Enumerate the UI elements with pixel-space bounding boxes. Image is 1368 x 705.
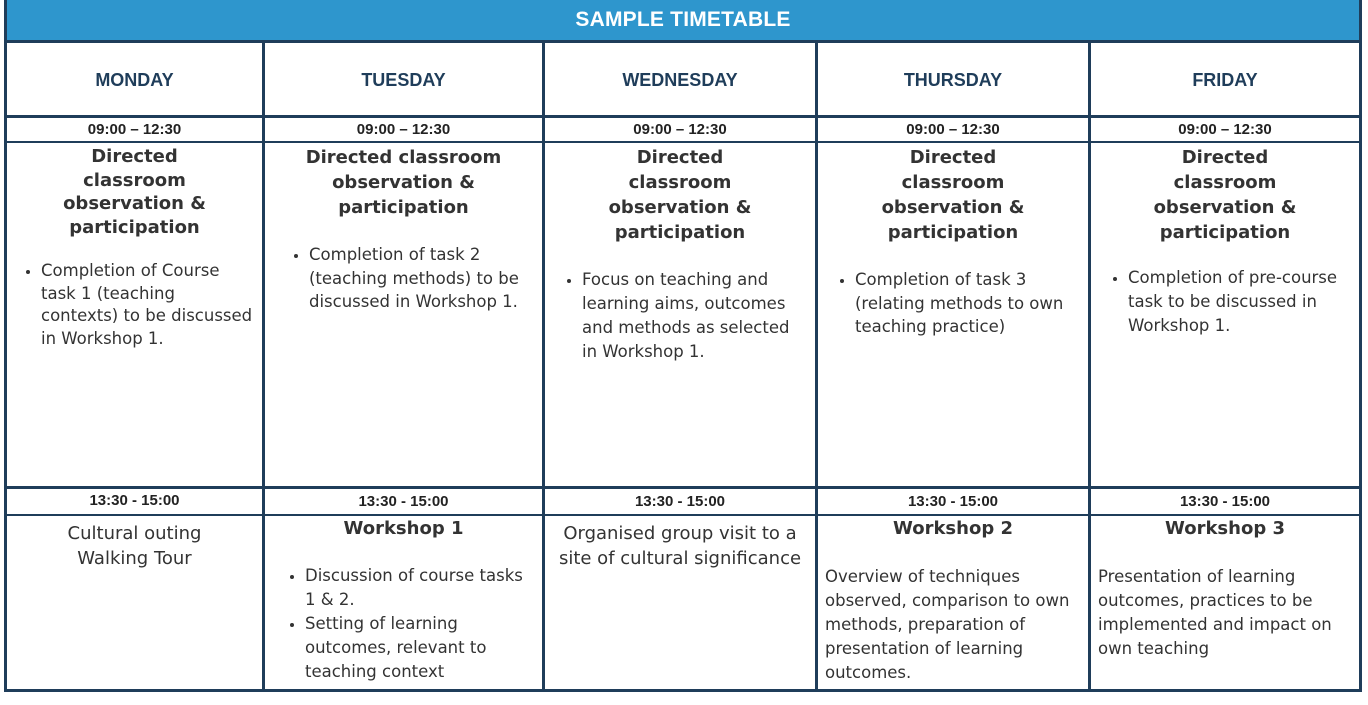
session-bullet: • Completion of pre-course task to be discussed in Workshop 1. xyxy=(1128,266,1351,338)
time-label: 09:00 – 12:30 xyxy=(906,121,1000,138)
afternoon-time-monday xyxy=(7,489,262,511)
morning-cell-wednesday xyxy=(545,145,815,485)
day-header-wednesday xyxy=(545,46,815,115)
session-heading: Workshop 3 xyxy=(1165,518,1285,539)
time-label: 13:30 - 15:00 xyxy=(1179,493,1271,510)
time-label: 13:30 - 15:00 xyxy=(358,493,449,510)
session-heading: Workshop 1 xyxy=(343,518,464,539)
afternoon-time-friday xyxy=(1091,489,1359,514)
morning-cell-thursday xyxy=(818,145,1088,485)
session-bullet: • Completion of task 3 (relating methods to own teaching practice) xyxy=(855,268,1080,339)
day-name: FRIDAY xyxy=(1192,70,1258,90)
afternoon-cell-monday xyxy=(7,521,262,686)
afternoon-cell-wednesday xyxy=(545,521,815,686)
time-label: 13:30 - 15:00 xyxy=(907,493,999,510)
time-label: 09:00 – 12:30 xyxy=(87,121,182,138)
day-name: WEDNESDAY xyxy=(622,70,738,90)
afternoon-time-wednesday xyxy=(545,489,815,514)
session-bullet: • Completion of Course task 1 (teaching contexts) to be discussed in Workshop 1. xyxy=(41,260,256,350)
afternoon-text: Cultural outing Walking Tour xyxy=(67,523,202,569)
session-heading: Directed classroom observation & participation xyxy=(305,147,502,218)
afternoon-time-tuesday xyxy=(265,489,542,514)
session-bullet: • Completion of task 2 (teaching methods) to be discussed in Workshop 1. xyxy=(309,243,534,314)
morning-time-thursday xyxy=(818,118,1088,141)
session-bullet: • Focus on teaching and learning aims, outcomes and methods as selected in Workshop 1. xyxy=(582,268,807,364)
afternoon-cell-tuesday xyxy=(265,516,542,688)
session-bullet: • Discussion of course tasks 1 & 2. xyxy=(305,564,532,612)
day-header-monday xyxy=(7,46,262,115)
time-label: 13:30 - 15:00 xyxy=(634,493,726,510)
day-header-tuesday xyxy=(265,46,542,115)
morning-time-monday xyxy=(7,118,262,141)
morning-cell-friday xyxy=(1091,145,1359,485)
afternoon-text: Presentation of learning outcomes, practices to be implemented and impact on own teaching xyxy=(1098,567,1332,658)
afternoon-text: Organised group visit to a site of cultural significance xyxy=(558,523,802,569)
day-name: TUESDAY xyxy=(361,70,446,90)
time-label: 09:00 – 12:30 xyxy=(633,121,727,138)
day-name: MONDAY xyxy=(95,70,174,90)
morning-cell-monday xyxy=(7,145,262,485)
morning-cell-tuesday xyxy=(265,145,542,485)
time-label: 13:30 - 15:00 xyxy=(89,491,180,509)
time-label: 09:00 – 12:30 xyxy=(1178,121,1272,138)
session-heading: Directed classroom observation & participation xyxy=(881,147,1025,243)
day-header-thursday xyxy=(818,46,1088,115)
timetable-title: SAMPLE TIMETABLE xyxy=(575,8,791,31)
morning-time-wednesday xyxy=(545,118,815,141)
session-heading: Directed classroom observation & participation xyxy=(63,146,206,238)
morning-time-friday xyxy=(1091,118,1359,141)
afternoon-cell-thursday xyxy=(818,516,1088,688)
afternoon-cell-friday xyxy=(1091,516,1359,688)
afternoon-text: Overview of techniques observed, comparison to own methods, preparation of presentation of learning outcomes. xyxy=(825,567,1070,682)
session-bullet: • Setting of learning outcomes, relevant to teaching context xyxy=(305,612,532,684)
row-divider xyxy=(4,141,1362,143)
day-name: THURSDAY xyxy=(903,70,1003,90)
time-label: 09:00 – 12:30 xyxy=(356,121,451,138)
session-heading: Directed classroom observation & participation xyxy=(1153,147,1297,243)
afternoon-time-thursday xyxy=(818,489,1088,514)
session-heading: Directed classroom observation & participation xyxy=(608,147,752,243)
session-heading: Workshop 2 xyxy=(893,518,1013,539)
morning-time-tuesday xyxy=(265,118,542,141)
day-header-friday xyxy=(1091,46,1359,115)
